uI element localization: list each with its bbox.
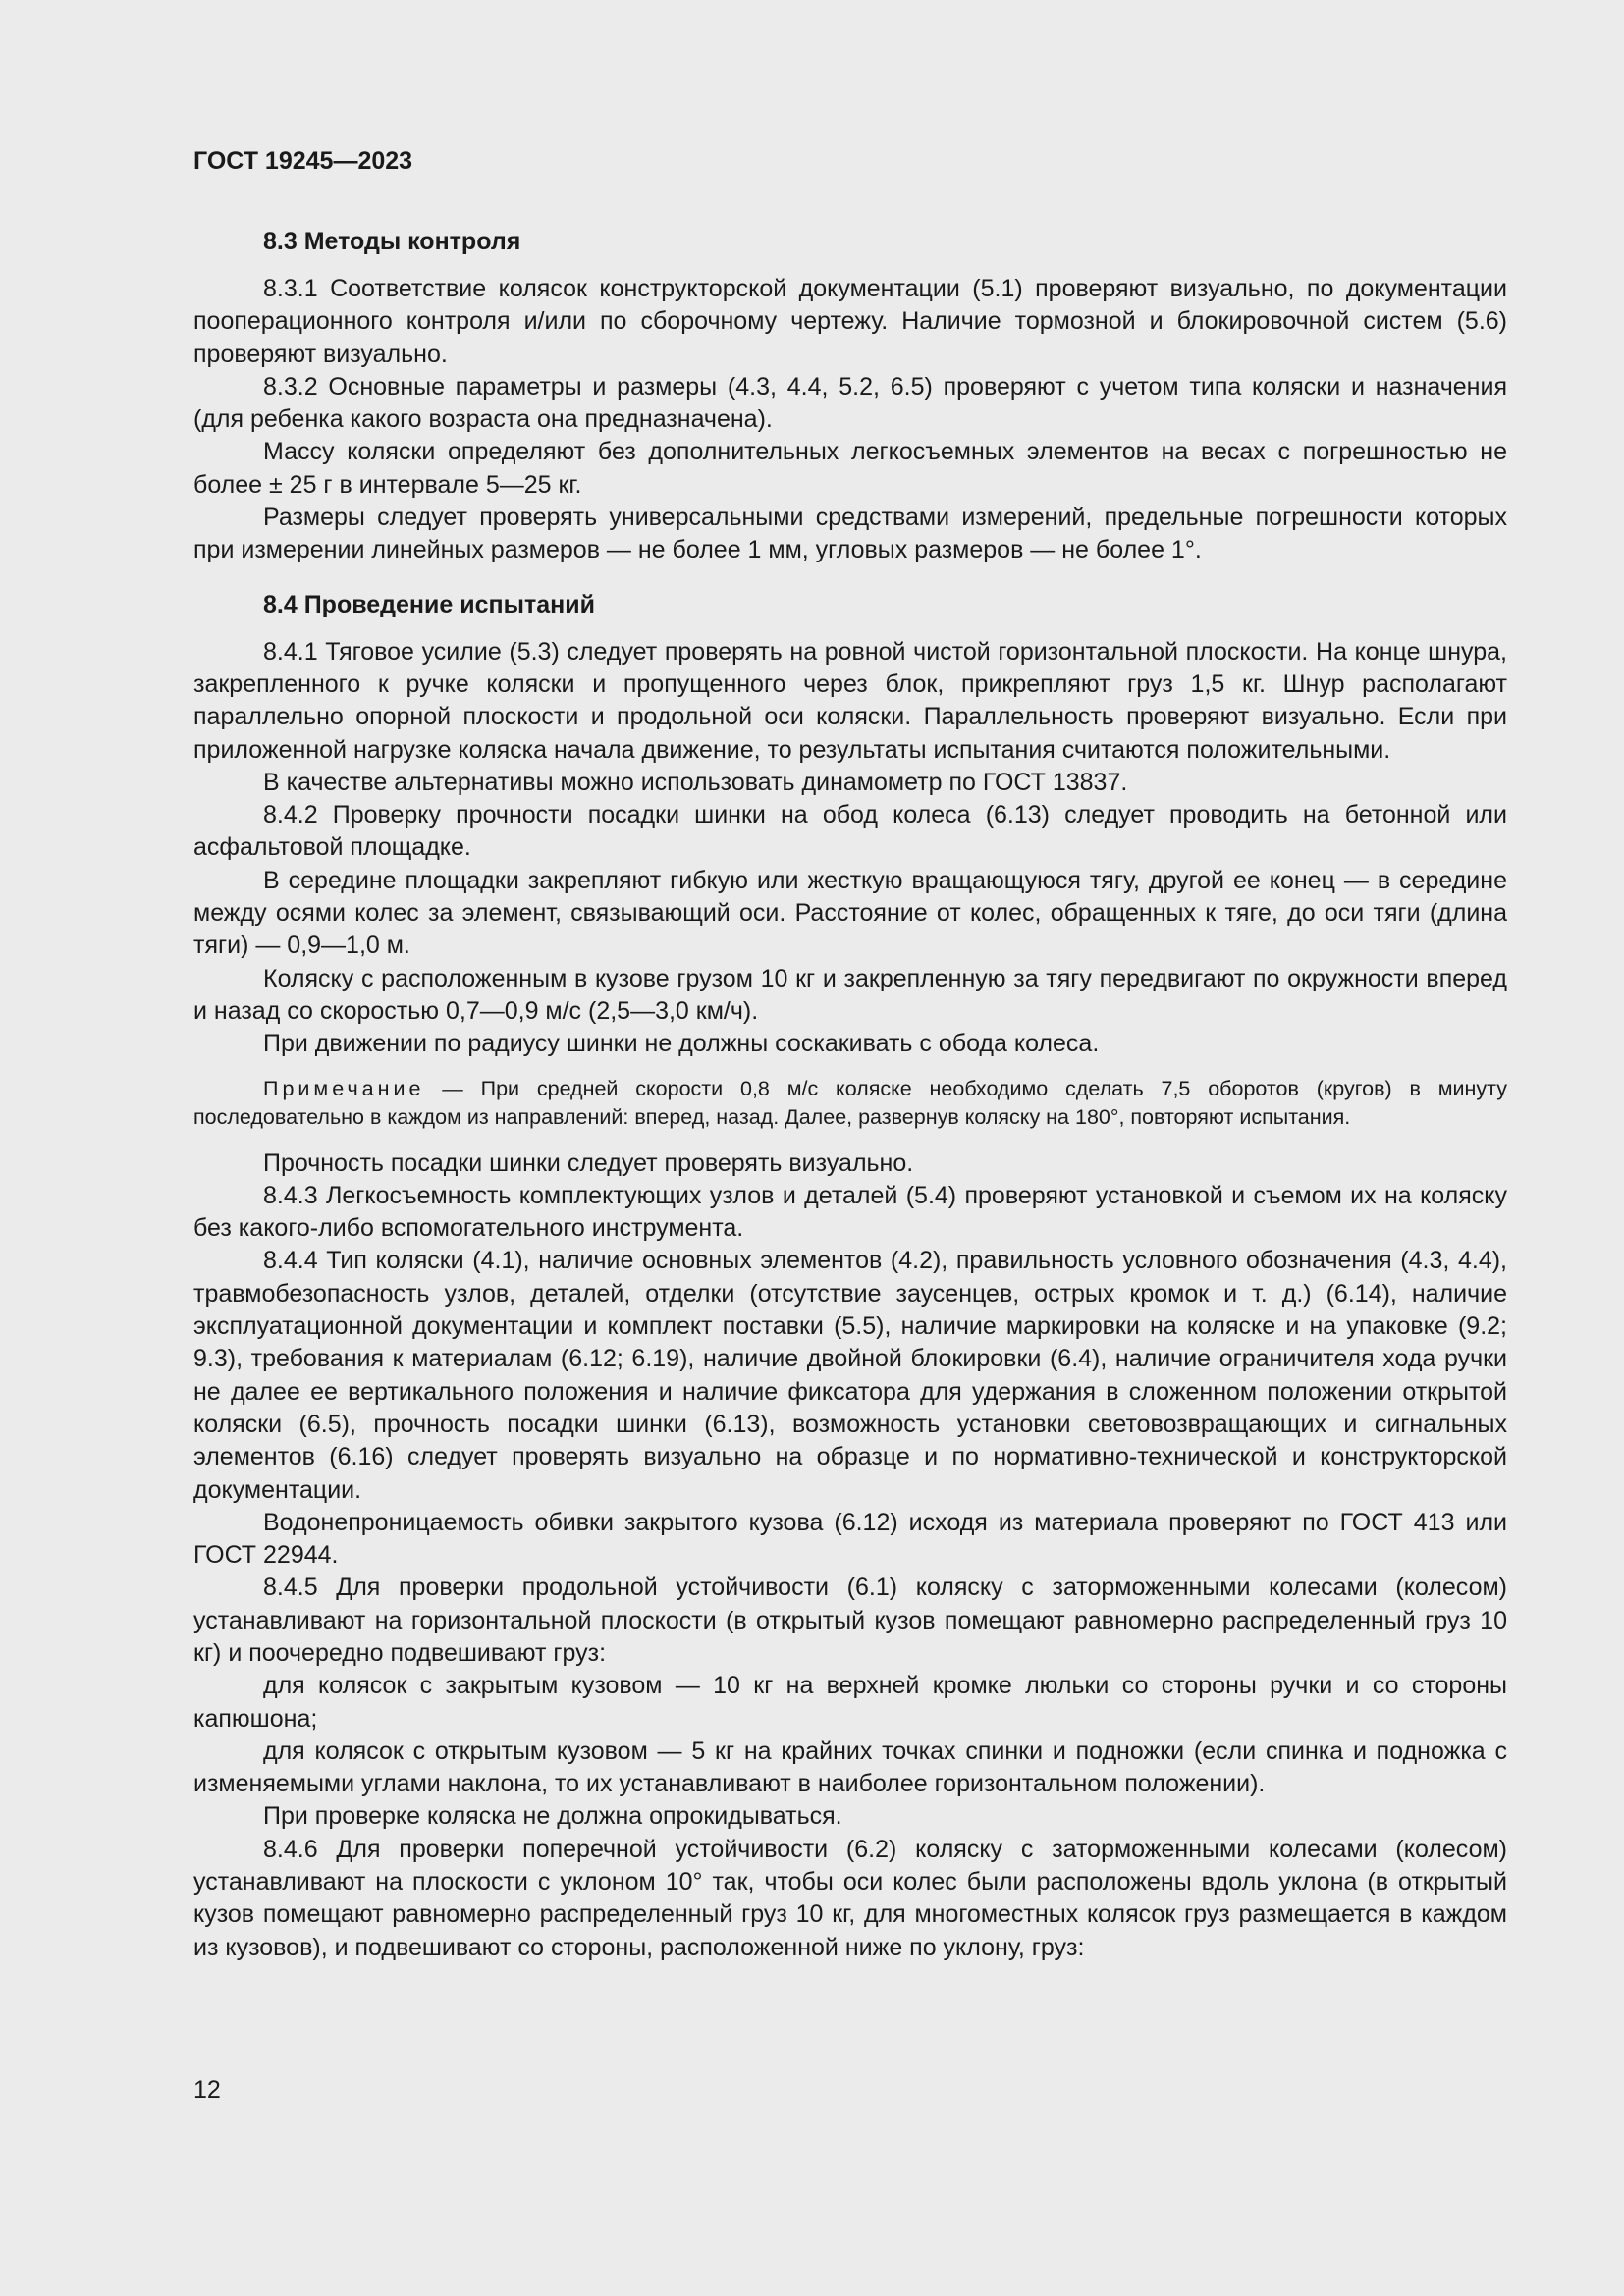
paragraph: 8.4.3 Легкосъемность комплектующих узлов и деталей (5.4) проверяют установкой и съемом их на коляску без какого-либо вспомогательного инструмента. bbox=[193, 1181, 1507, 1243]
section-8-4-body bbox=[193, 636, 1507, 1964]
paragraph: Прочность посадки шинки следует проверять визуально. bbox=[263, 1148, 914, 1177]
paragraph: В середине площадки закрепляют гибкую или жесткую вращающуюся тягу, другой ее конец — в середине между осями колес за элемент, связывающий оси. Расстояние от колес, обращенных к тяге, до оси тяги (длина тяги) — 0,9—1,0 м. bbox=[193, 866, 1507, 960]
paragraph: для колясок с закрытым кузовом — 10 кг на верхней кромке люльки со стороны ручки и со стороны капюшона; bbox=[193, 1672, 1507, 1733]
paragraph: Размеры следует проверять универсальными средствами измерений, предельные погрешности которых при измерении линейных размеров — не более 1 мм, угловых размеров — не более 1°. bbox=[193, 504, 1507, 564]
section-8-3-body bbox=[193, 273, 1507, 567]
paragraph: 8.4.1 Тяговое усилие (5.3) следует проверять на ровной чистой горизонтальной плоскости. На конце шнура, закрепленного к ручке коляски и пропущенного через блок, прикрепляют груз 1,5 кг. Шнур располагают параллельно опорной плоскости и продольной оси коляски. Параллельность проверяют визуально. Если при приложенной нагрузке коляска начала движение, то результаты испытания считаются положительными. bbox=[193, 637, 1507, 764]
paragraph: 8.4.4 Тип коляски (4.1), наличие основных элементов (4.2), правильность условного обозначения (4.3, 4.4), травмобезопасность узлов, деталей, отделки (отсутствие заусенцев, острых кромок и т. д.) (6.14), наличие эксплуатационной документации и комплект поставки (5.5), наличие маркировки на коляске и на упаковке (9.2; 9.3), требования к материалам (6.12; 6.19), наличие двойной блокировки (6.4), наличие ограничителя хода ручки не далее ее вертикального положения и наличие фиксатора для удержания в сложенном положении открытой коляски (6.5), прочность посадки шинки (6.13), возможность установки световозвращающих и сигнальных элементов (6.16) следует проверять визуально на образце и по нормативно-технической и конструкторской документации. bbox=[193, 1247, 1507, 1504]
paragraph: Коляску с расположенным в кузове грузом 10 кг и закрепленную за тягу передвигают по окружности вперед и назад со скоростью 0,7—0,9 м/с (2,5—3,0 км/ч). bbox=[193, 964, 1507, 1025]
paragraph: В качестве альтернативы можно использовать динамометр по ГОСТ 13837. bbox=[263, 768, 1128, 796]
paragraph: При проверке коляска не должна опрокидываться. bbox=[263, 1802, 842, 1831]
document-page bbox=[193, 145, 1507, 1964]
paragraph: 8.3.1 Соответствие колясок конструкторской документации (5.1) проверяют визуально, по документации пооперационного контроля и/или по сборочному чертежу. Наличие тормозной и блокировочной систем (5.6) проверяют визуально. bbox=[193, 275, 1507, 368]
section-title-8-4: 8.4 Проведение испытаний bbox=[263, 590, 595, 618]
paragraph: 8.4.6 Для проверки поперечной устойчивости (6.2) коляску с заторможенными колесами (колесом) устанавливают на плоскости с уклоном 10° так, чтобы оси колес были расположены вдоль уклона (в открытый кузов помещают равномерно распределенный груз 10 кг, для многоместных колясок груз размещается в каждом из кузовов), и подвешивают со стороны, расположенной ниже по уклону, груз: bbox=[193, 1835, 1507, 1961]
section-title-8-3: 8.3 Методы контроля bbox=[263, 228, 521, 255]
note-text: — При средней скорости 0,8 м/с коляске необходимо сделать 7,5 оборотов (кругов) в минуту последовательно в каждом из направлений: вперед, назад. Далее, развернув коляску на 180°, повторяют испытания. bbox=[193, 1076, 1507, 1129]
paragraph: для колясок с открытым кузовом — 5 кг на крайних точках спинки и подножки (если спинка и подножка с изменяемыми углами наклона, то их устанавливают в наиболее горизонтальном положении). bbox=[193, 1736, 1507, 1798]
paragraph: При движении по радиусу шинки не должны соскакивать с обода колеса. bbox=[263, 1030, 1100, 1058]
note bbox=[193, 1075, 1507, 1132]
paragraph: 8.4.2 Проверку прочности посадки шинки на обод колеса (6.13) следует проводить на бетонной или асфальтовой площадке. bbox=[193, 801, 1507, 862]
note-label: Примечание bbox=[263, 1076, 425, 1100]
paragraph: Водонепроницаемость обивки закрытого кузова (6.12) исходя из материала проверяют по ГОСТ 413 или ГОСТ 22944. bbox=[193, 1508, 1507, 1570]
paragraph: 8.3.2 Основные параметры и размеры (4.3, 4.4, 5.2, 6.5) проверяют с учетом типа коляски и назначения (для ребенка какого возраста она предназначена). bbox=[193, 372, 1507, 434]
paragraph: 8.4.5 Для проверки продольной устойчивости (6.1) коляску с заторможенными колесами (колесом) устанавливают на горизонтальной плоскости (в открытый кузов помещают равномерно распределенный груз 10 кг) и поочередно подвешивают груз: bbox=[193, 1574, 1507, 1667]
paragraph: Массу коляски определяют без дополнительных легкосъемных элементов на весах с погрешностью не более ± 25 г в интервале 5—25 кг. bbox=[193, 438, 1507, 499]
page-number: 12 bbox=[193, 2076, 221, 2104]
document-header: ГОСТ 19245—2023 bbox=[193, 147, 413, 175]
